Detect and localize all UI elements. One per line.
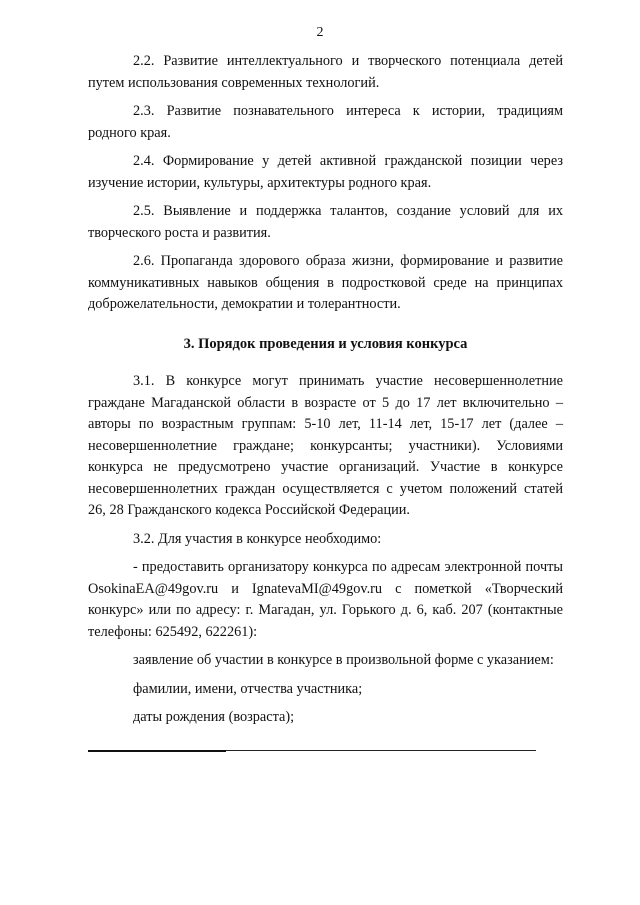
footer-rule-thin (226, 750, 536, 751)
paragraph-2-2: 2.2. Развитие интеллектуального и творческого потенциала детей путем использования современных технологий. (88, 53, 563, 91)
paragraph-3-2: 3.2. Для участия в конкурсе необходимо: (133, 530, 382, 547)
section-3-heading: 3. Порядок проведения и условия конкурса (183, 335, 468, 352)
footer-rule-thick (88, 750, 226, 752)
paragraph-3-2-email: - предоставить организатору конкурса по адресам электронной почты OsokinaEA@49gov.ru и IgnatevaMI@49gov.ru с пометкой «Творческий конкурс» или по адресу: г. Магадан, ул. Горького д. 6, каб. 207 (контактные телефоны: 625492, 622261): (88, 559, 563, 640)
paragraph-2-6: 2.6. Пропаганда здорового образа жизни, формирование и развитие коммуникативных навыков общения в подростковой среде на принципах доброжелательности, демократии и толерантности. (88, 253, 563, 312)
paragraph-2-4: 2.4. Формирование у детей активной гражданской позиции через изучение истории, культуры, архитектуры родного края. (88, 153, 563, 191)
document-body (88, 51, 563, 729)
page-number: 2 (316, 25, 324, 40)
paragraph-3-2-name: фамилии, имени, отчества участника; (133, 680, 363, 697)
paragraph-3-1: 3.1. В конкурсе могут принимать участие несовершеннолетние граждане Магаданской области в возрасте от 5 до 17 лет включительно – авторы по возрастным группам: 5-10 лет, 11-14 лет, 15-17 лет (далее – несовершеннолетние граждане; конкурсанты; участники). Условиями конкурса не предусмотрено участие организаций. Участие в конкурсе несовершеннолетних граждан осуществляется с учетом положений статей 26, 28 Гражданского кодекса Российской Федерации. (88, 373, 563, 518)
paragraph-3-2-application: заявление об участии в конкурсе в произвольной форме с указанием: (133, 652, 554, 668)
paragraph-3-2-birthdate: даты рождения (возраста); (133, 709, 295, 725)
paragraph-2-3: 2.3. Развитие познавательного интереса к истории, традициям родного края. (88, 103, 563, 141)
paragraph-2-5: 2.5. Выявление и поддержка талантов, создание условий для их творческого роста и развития. (88, 203, 563, 241)
